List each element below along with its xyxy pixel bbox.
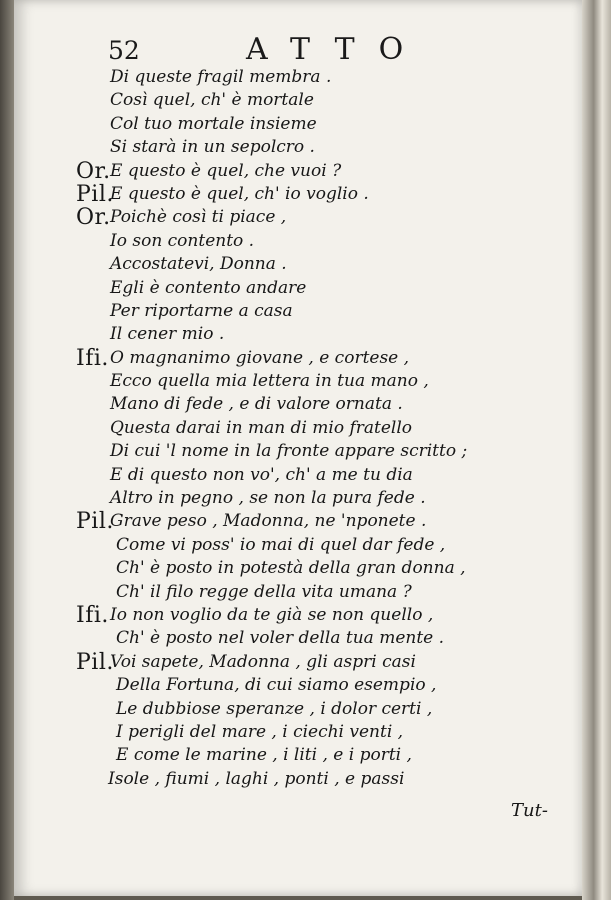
verse-text-line: Ch' il filo regge della vita umana ? (116, 581, 412, 602)
verse-line (76, 674, 526, 697)
verse-line (76, 721, 526, 744)
verse-text-line: Ch' è posto in potestà della gran donna , (116, 558, 466, 579)
running-title: ATTO (246, 32, 428, 67)
speaker-name: Or. (76, 205, 111, 231)
verse-line (76, 113, 526, 136)
verse-line (76, 277, 526, 300)
verse-line (76, 604, 526, 627)
verse-line (76, 510, 526, 533)
verse-line (76, 393, 526, 416)
verse-text-line: Egli è contento andare (110, 277, 307, 298)
verse-text-line: Di queste fragil membra . (110, 67, 332, 87)
speaker-name: Pil. (76, 509, 114, 535)
verse-text-line: Le dubbiose speranze , i dolor certi , (116, 698, 433, 719)
verse-line (76, 627, 526, 650)
verse-line (76, 440, 526, 463)
verse-text-line: Grave peso , Madonna, ne 'nponete . (110, 511, 427, 532)
verse-text-line: Questa darai in man di mio fratello (110, 417, 413, 438)
verse-line (76, 206, 526, 229)
verse-text-line: Mano di fede , e di valore ornata . (110, 394, 403, 415)
page-header (94, 32, 494, 68)
verse-line (76, 136, 526, 159)
verse-text-line: Ecco quella mia lettera in tua mano , (110, 371, 429, 392)
verse-text-line: Per riportarne a casa (110, 300, 293, 321)
verse-line (76, 183, 526, 206)
verse-text-line: Altro in pegno , se non la pura fede . (110, 488, 426, 509)
verse-text (76, 66, 526, 791)
verse-text-line: Io son contento . (110, 230, 255, 251)
verse-line (76, 370, 526, 393)
verse-text-line: Ch' è posto nel voler della tua mente . (116, 628, 445, 649)
verse-text-line: E di questo non vo', ch' a me tu dia (110, 464, 413, 485)
verse-line (76, 768, 526, 791)
verse-line (76, 160, 526, 183)
verse-text-line: O magnanimo giovane , e cortese , (110, 347, 410, 368)
verse-line (76, 300, 526, 323)
verse-line (76, 534, 526, 557)
verse-text-line: Così quel, ch' è mortale (110, 90, 314, 111)
verse-text-line: E questo è quel, ch' io voglio . (110, 183, 369, 204)
verse-line (76, 744, 526, 767)
verse-line (76, 464, 526, 487)
book-gutter-left (0, 0, 14, 900)
catchword: Tut- (511, 800, 548, 821)
book-page (14, 0, 582, 896)
book-gutter-right (582, 0, 611, 900)
page-number: 52 (108, 36, 140, 65)
verse-text-line: Della Fortuna, di cui siamo esempio , (116, 675, 437, 696)
verse-line (76, 698, 526, 721)
verse-line (76, 66, 526, 89)
verse-text-line: Il cener mio . (110, 324, 225, 345)
verse-line (76, 581, 526, 604)
verse-text-line: Di cui 'l nome in la fronte appare scritto ; (110, 441, 468, 462)
speaker-name: Ifi. (76, 345, 109, 371)
verse-line (76, 347, 526, 370)
verse-line (76, 323, 526, 346)
speaker-name: Pil. (76, 181, 114, 207)
verse-text-line: Si starà in un sepolcro . (110, 137, 315, 158)
verse-text-line: Voi sapete, Madonna , gli aspri casi (110, 651, 416, 672)
verse-text-line: Isole , fiumi , laghi , ponti , e passi (108, 768, 405, 789)
verse-text-line: E questo è quel, che vuoi ? (110, 160, 342, 181)
speaker-name: Ifi. (76, 602, 109, 628)
verse-text-line: Io non voglio da te già se non quello , (110, 604, 434, 625)
verse-line (76, 89, 526, 112)
verse-text-line: Col tuo mortale insieme (110, 113, 317, 134)
verse-line (76, 230, 526, 253)
verse-text-line: E come le marine , i liti , e i porti , (116, 745, 412, 766)
verse-line (76, 651, 526, 674)
verse-text-line: Accostatevi, Donna . (110, 254, 287, 275)
verse-text-line: Poichè così ti piace , (110, 207, 287, 228)
verse-line (76, 557, 526, 580)
speaker-name: Or. (76, 158, 111, 184)
verse-text-line: Come vi poss' io mai di quel dar fede , (116, 534, 446, 555)
verse-line (76, 487, 526, 510)
verse-text-line: I perigli del mare , i ciechi venti , (116, 721, 404, 742)
verse-line (76, 417, 526, 440)
verse-line (76, 253, 526, 276)
speaker-name: Pil. (76, 649, 114, 675)
